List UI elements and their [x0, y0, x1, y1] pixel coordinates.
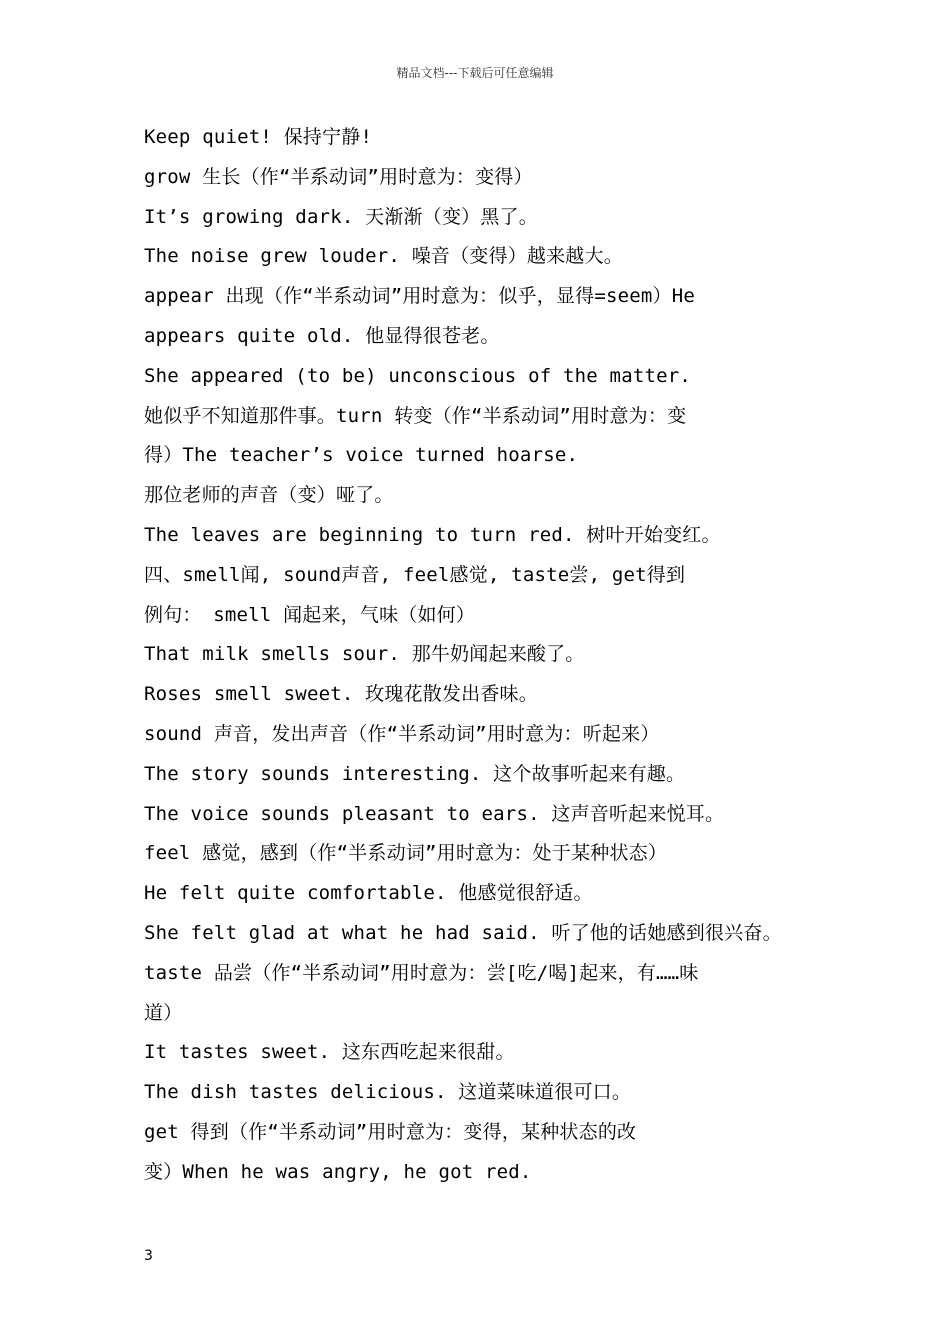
- text-line: 道）: [144, 1001, 183, 1024]
- text-line: The voice sounds pleasant to ears. 这声音听起来悦耳。: [144, 802, 725, 825]
- text-line: That milk smells sour. 那牛奶闻起来酸了。: [144, 643, 585, 666]
- text-line: The noise grew louder. 噪音（变得）越来越大。: [144, 245, 623, 268]
- page-number: 3: [144, 1248, 153, 1264]
- text-line: The story sounds interesting. 这个故事听起来有趣。: [144, 762, 686, 785]
- text-line: She appeared (to be) unconscious of the matter.: [144, 364, 692, 387]
- text-line: Roses smell sweet. 玫瑰花散发出香味。: [144, 683, 538, 706]
- text-line: The leaves are beginning to turn red. 树叶开始变红。: [144, 523, 721, 546]
- text-line: 变）When he was angry, he got red.: [144, 1160, 532, 1183]
- document-body: [144, 118, 814, 1193]
- text-line: 那位老师的声音（变）哑了。: [144, 484, 394, 507]
- text-line: The dish tastes delicious. 这道菜味道很可口。: [144, 1081, 632, 1104]
- text-line: feel 感觉，感到（作“半系动词”用时意为：处于某种状态）: [144, 842, 668, 865]
- text-line: 她似乎不知道那件事。turn 转变（作“半系动词”用时意为：变: [144, 404, 687, 427]
- text-line: taste 品尝（作“半系动词”用时意为：尝[吃/喝]起来，有……味: [144, 961, 699, 984]
- text-line: 例句： smell 闻起来，气味（如何）: [144, 603, 476, 626]
- text-line: sound 声音，发出声音（作“半系动词”用时意为：听起来）: [144, 722, 660, 745]
- text-line: It tastes sweet. 这东西吃起来很甜。: [144, 1041, 515, 1064]
- section-heading: 四、smell闻, sound声音, feel感觉, taste尝, get得到: [144, 563, 686, 586]
- text-line: appear 出现（作“半系动词”用时意为：似乎，显得=seem）He: [144, 285, 696, 308]
- text-line: He felt quite comfortable. 他感觉很舒适。: [144, 882, 593, 905]
- text-line: It’s growing dark. 天渐渐（变）黑了。: [144, 205, 538, 228]
- text-line: Keep quiet! 保持宁静!: [144, 126, 373, 148]
- text-line: 得）The teacher’s voice turned hoarse.: [144, 444, 579, 467]
- text-line: She felt glad at what he had said. 听了他的话她感到很兴奋。: [144, 921, 782, 944]
- text-line: grow 生长（作“半系动词”用时意为：变得）: [144, 165, 533, 188]
- text-line: appears quite old. 他显得很苍老。: [144, 324, 500, 347]
- page-header: 精品文档---下载后可任意编辑: [396, 66, 554, 80]
- text-line: get 得到（作“半系动词”用时意为：变得，某种状态的改: [144, 1120, 637, 1143]
